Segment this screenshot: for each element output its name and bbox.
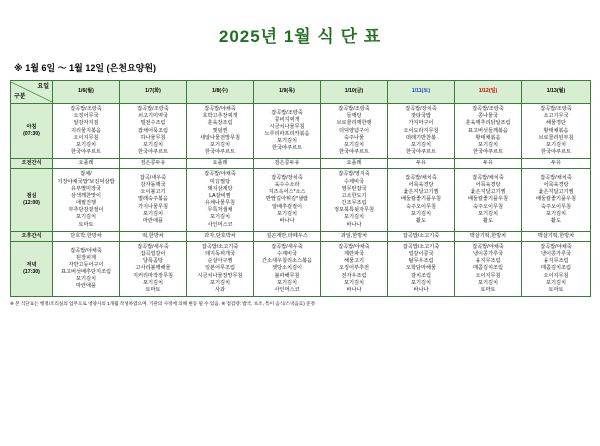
day-header-1: 1/7(화) bbox=[120, 81, 187, 104]
row-label-dinner bbox=[11, 241, 53, 296]
cell-afternoon-snack-4: 과일,한방차 bbox=[321, 231, 388, 241]
cell-breakfast-6: 잡곡밥/조랑죽 콩나물국 훈육깨추리닭알조림 표고버섯들깨볶음 황태채볶음 포기김치 한국야쿠르트 bbox=[455, 104, 522, 159]
cell-morning-snack-4: 요플레 bbox=[321, 159, 388, 169]
cell-lunch-5: 잡곡밥/채치죽 어묵육경탕 윷은지달고기찜 배둘칼좋기플우침 숙주오이무침 포기김치 활도 bbox=[388, 169, 455, 231]
row-label-afternoon-snack: 오후간식 bbox=[11, 231, 53, 241]
day-header-2: 1/8(수) bbox=[187, 81, 254, 104]
corner-label-day: 요일 bbox=[37, 84, 49, 90]
cell-afternoon-snack-5: 잡곡밥/소고기죽 bbox=[388, 231, 455, 241]
corner-label-type: 구분 bbox=[14, 93, 26, 100]
day-header-3: 1/9(목) bbox=[254, 81, 321, 104]
row-label-dinner-time: (17:30) bbox=[23, 269, 40, 276]
cell-breakfast-4: 잡곡밥/조랑죽 들깨탕 브로콜리깨한랭 더덕양념구이 숙주나물 포기김치 한국야쿠르트 bbox=[321, 104, 388, 159]
cell-breakfast-1: 잡곡밥/조랑죽 쇠고기미역국 밀전수조림 잡채어묵조림 하나물무침 포기김치 한국야쿠르트 bbox=[120, 104, 187, 159]
corner-header bbox=[11, 81, 53, 104]
cell-morning-snack-3: 검은콩두유 bbox=[254, 159, 321, 169]
row-label-dinner-name: 저녁 bbox=[26, 261, 37, 268]
cell-lunch-4: 잡곡밥/영지죽 수제비국 영무탄잡국 고소한도기 간조무조림 정포북특뒷자무침 포기김치 바나나 bbox=[321, 169, 388, 231]
cell-dinner-3: 잡곡밥/새우죽 수제비국 간소새우칠리소스볶음 젯당소치김이 불파해무침 포기김치 사인머스코 bbox=[254, 241, 321, 296]
cell-morning-snack-1: 검은콩두유 bbox=[120, 159, 187, 169]
cell-morning-snack-0: 요플레 bbox=[53, 159, 120, 169]
table-row-dinner bbox=[11, 241, 591, 296]
menu-table bbox=[10, 80, 591, 297]
menu-document-page bbox=[0, 22, 600, 446]
cell-afternoon-snack-0: 단호박,한방차 bbox=[53, 231, 120, 241]
row-label-lunch bbox=[11, 169, 53, 231]
date-range-subtitle: ※ 1월 6일 ～ 1월 12일 (은천요양원) bbox=[14, 63, 157, 73]
cell-morning-snack-6: 두유 bbox=[455, 159, 522, 169]
cell-morning-snack-5: 두유 bbox=[388, 159, 455, 169]
cell-lunch-3: 잡곡밥/장치죽 육수수소라 지즈옥어스*소스 반딸길아튀김*샐랍 알배추겉절이 포기김치 바나나 bbox=[254, 169, 321, 231]
table-row-afternoon-snack bbox=[11, 231, 591, 241]
cell-breakfast-3: 잡곡밥/조랑죽 콩비지찌개 시금치나물무침 노루리파프리카볶음 포기김치 한국야쿠르트 bbox=[254, 104, 321, 159]
cell-afternoon-snack-1: 떡,한방차 bbox=[120, 231, 187, 241]
cell-lunch-0: 잡채/ 기장야채국밥"보진덕삼밥 유부멸미장국 삼색깨찬맛이 애필진행 부추단감겉절이 포기김치 토마토 bbox=[53, 169, 120, 231]
day-header-7: 1/13(월) bbox=[522, 81, 591, 104]
cell-breakfast-2: 잡곡밥/야채죽 호박고추장찌개 훈육장조림 찟덮찐 새알나물전망무침 포기김치 한국야쿠르트 bbox=[187, 104, 254, 159]
cell-dinner-4: 잡곡밥/야채죽 계란파국 해물고기 오징어부추전 전자우조림 포기김치 바나나 bbox=[321, 241, 388, 296]
cell-dinner-5: 잡곡밥/소고기죽 얼갈이콩국 탈무우조림 오학담마해물 갈치조림 포기김치 바나나 bbox=[388, 241, 455, 296]
cell-afternoon-snack-2: 과자,단호박차 bbox=[187, 231, 254, 241]
cell-dinner-6: 잡곡밥/야채죽 냉이콩가루국 융지무조림 매콤김치조림 오이지무침 포기김치 토마토 bbox=[455, 241, 522, 296]
table-row-lunch bbox=[11, 169, 591, 231]
row-label-breakfast bbox=[11, 104, 53, 159]
cell-lunch-6: 잡곡밥/채치죽 어묵육경탕 윷은지달고기찜 배둘칼좋기플우침 숙주오이무침 포기김치 활도 bbox=[455, 169, 522, 231]
cell-dinner-7: 잡곡밥/야채죽 냉이콩가루국 융지무조림 매콤김치조림 오이지무침 포기김치 토마토 bbox=[522, 241, 591, 296]
row-label-breakfast-name: 아침 bbox=[26, 123, 37, 130]
table-header-row bbox=[11, 81, 591, 104]
day-header-5: 1/11(토) bbox=[388, 81, 455, 104]
page-title: 2025년 1월 식 단 표 bbox=[218, 27, 382, 46]
cell-morning-snack-2: 요플레 bbox=[187, 159, 254, 169]
cell-morning-snack-7: 두유 bbox=[522, 159, 591, 169]
cell-dinner-1: 잡곡밥/새우죽 잡곡얼갈이 달폭곰탕 고사리볼깨해물 지커리마작장무침 포기김치 토마토 bbox=[120, 241, 187, 296]
cell-dinner-0: 잡곡밥/야채죽 된장피계 자반고등어구이 표고버섯배추단지조림 포기김치 마란애플 bbox=[53, 241, 120, 296]
table-row-breakfast bbox=[11, 104, 591, 159]
day-header-4: 1/10(금) bbox=[321, 81, 388, 104]
day-header-6: 1/12(일) bbox=[455, 81, 522, 104]
cell-breakfast-7: 잡곡밥/조랑죽 소고기무국 해물경단 황태채볶음 브로콜리된부침 포기김치 한국야쿠르트 bbox=[522, 104, 591, 159]
cell-lunch-2: 잡곡밥/야채죽 미音찔탕 돼지삼계탕 LA갈비찜 유채나물무침 무특처샐채 포기김치 사인머스코 bbox=[187, 169, 254, 231]
cell-afternoon-snack-6: 맥살기떡,한방차 bbox=[455, 231, 522, 241]
row-label-breakfast-time: (07:30) bbox=[23, 131, 40, 138]
cell-lunch-1: 잡곡/새우죽 감자돌깨국 오이볼고기 벌래숙주볶음 가지나물무침 포기김치 마란애플 bbox=[120, 169, 187, 231]
table-row-morning-snack bbox=[11, 159, 591, 169]
row-label-morning-snack: 오전간식 bbox=[11, 159, 53, 169]
day-header-0: 1/6(월) bbox=[53, 81, 120, 104]
footnote: ※ 본 식단표는 행정/조리실의 업무으로 영양사의 1개월 작성하였으며, 기관의 사정에 의해 변동 될 수 있음. ※ 점검량: 밥국, 보조, 특이 음식/스낵음료) 준정 bbox=[10, 301, 315, 307]
cell-lunch-7: 잡곡밥/채치죽 어묵육경탕 윷은지달고기찜 배둘칼좋기플우침 숙주오이무침 포기김치 활도 bbox=[522, 169, 591, 231]
cell-breakfast-0: 잡곡밥/조랑죽 오징어무국 알감자지짐 지리물지볶음 오이지무침 포기김치 한국야쿠르트 bbox=[53, 104, 120, 159]
cell-afternoon-snack-7: 맥살기떡,한방차 bbox=[522, 231, 591, 241]
row-label-lunch-name: 점심 bbox=[26, 192, 37, 199]
cell-dinner-2: 잡곡밥/소고기죽 돼지독찌개국 순살아구찜 일본어무조림 시금치나물장망무침 포기김치 사과 bbox=[187, 241, 254, 296]
cell-breakfast-5: 잡곡밥/장치죽 잣타국밥 가지마구이 오이도라지무침 떠래기반찬볶 포기김치 한국야쿠르트 bbox=[388, 104, 455, 159]
cell-afternoon-snack-3: 설곤계란,라떼우스 bbox=[254, 231, 321, 241]
row-label-lunch-time: (12:00) bbox=[23, 200, 40, 207]
